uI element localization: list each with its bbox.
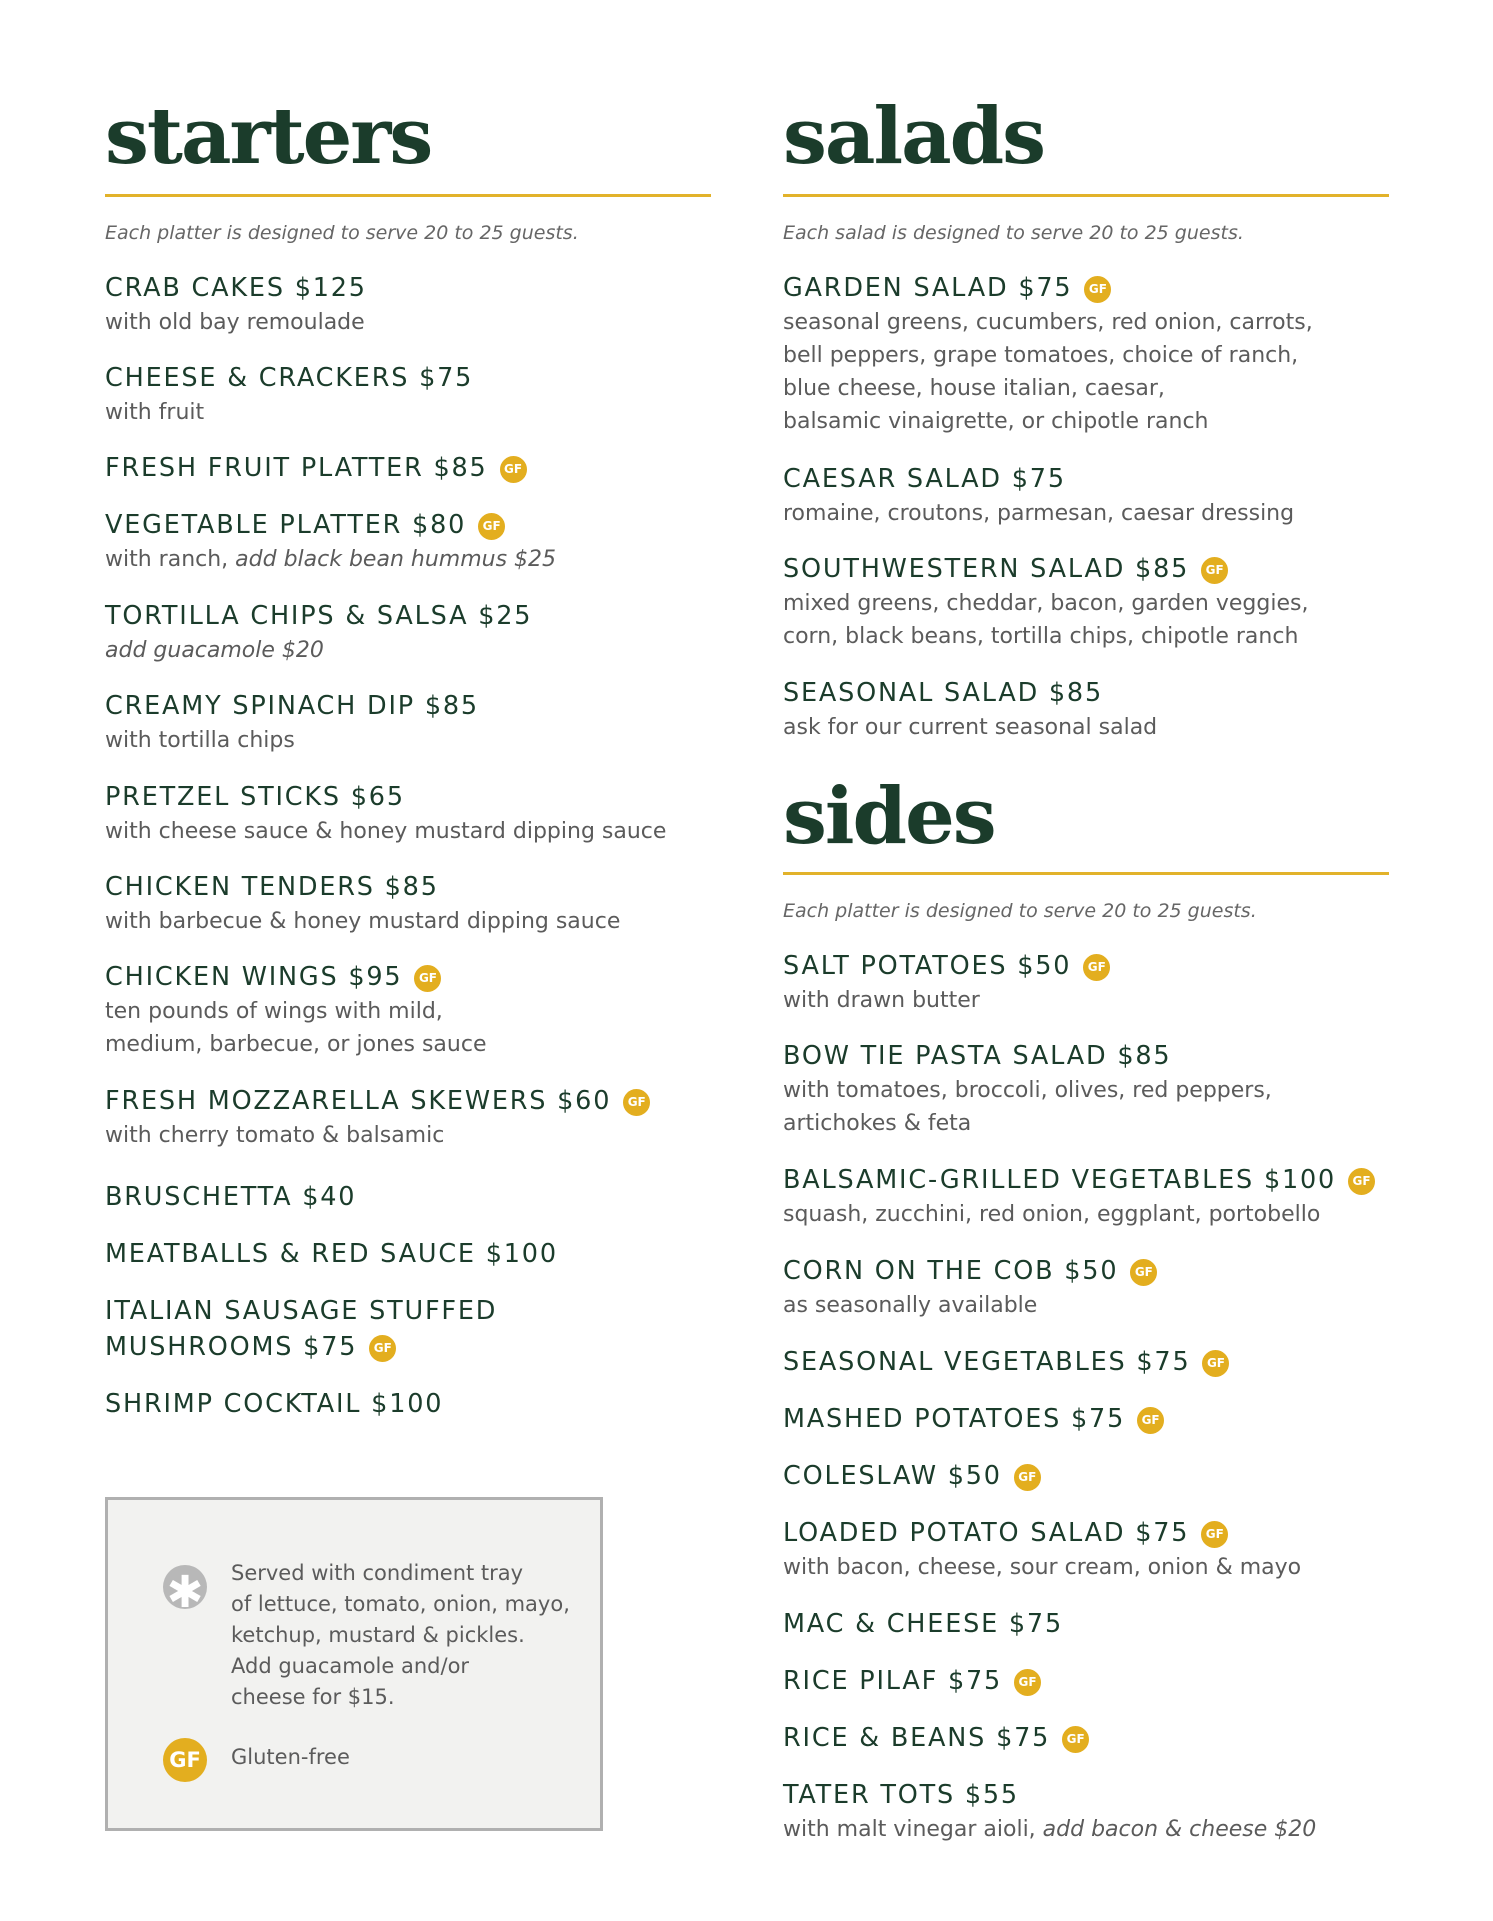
menu-item: [105, 598, 532, 667]
menu-item: [783, 1663, 1043, 1699]
item-name: MEATBALLS & RED SAUCE $100: [105, 1239, 558, 1269]
item-name: SOUTHWESTERN SALAD $85: [783, 554, 1190, 584]
item-desc: artichokes & feta: [783, 1111, 972, 1136]
item-desc: with cherry tomato & balsamic: [105, 1123, 445, 1148]
condiment-line: of lettuce, tomato, onion, mayo,: [231, 1592, 570, 1616]
sides-divider: [783, 872, 1389, 875]
salads-note: Each salad is designed to serve 20 to 25 guests.: [783, 222, 1244, 244]
menu-item: [105, 507, 556, 576]
menu-item: [105, 779, 666, 848]
item-name: MASHED POTATOES $75: [783, 1404, 1126, 1434]
gluten-free-icon: GF: [476, 511, 507, 542]
salads-title: salads: [783, 91, 1045, 182]
gluten-free-icon: GF: [1200, 1348, 1231, 1379]
gluten-free-icon: GF: [1012, 1667, 1043, 1698]
item-name: CAESAR SALAD $75: [783, 464, 1066, 494]
gluten-free-icon: GF: [621, 1087, 652, 1118]
item-desc: squash, zucchini, red onion, eggplant, portobello: [783, 1202, 1321, 1227]
menu-item: [783, 461, 1294, 530]
asterisk-icon: ✱: [163, 1565, 207, 1609]
condiment-line: Served with condiment tray: [231, 1561, 524, 1585]
item-name: VEGETABLE PLATTER $80: [105, 510, 467, 540]
item-desc: with tortilla chips: [105, 728, 295, 753]
item-name: FRESH FRUIT PLATTER $85: [105, 453, 488, 483]
legend-box: [105, 1497, 603, 1831]
item-name: CRAB CAKES $125: [105, 273, 367, 303]
menu-item: [105, 688, 479, 757]
gluten-free-icon: GF: [1060, 1724, 1091, 1755]
gluten-free-icon: GF: [367, 1333, 398, 1364]
item-name: GARDEN SALAD $75: [783, 273, 1073, 303]
item-desc: with ranch,: [105, 547, 236, 572]
menu-item: [783, 675, 1157, 744]
menu-item: [105, 1179, 356, 1215]
item-desc: seasonal greens, cucumbers, red onion, carrots,: [783, 310, 1313, 335]
menu-item: [783, 270, 1313, 438]
menu-item: [783, 1253, 1159, 1322]
menu-item: [783, 1606, 1063, 1642]
gluten-free-icon: GF: [163, 1738, 207, 1782]
item-addon: add black bean hummus $25: [235, 547, 557, 572]
item-desc: with old bay remoulade: [105, 310, 365, 335]
menu-item: [105, 1293, 497, 1365]
item-addon: add guacamole $20: [105, 638, 324, 663]
item-desc: balsamic vinaigrette, or chipotle ranch: [783, 409, 1209, 434]
item-name: MAC & CHEESE $75: [783, 1609, 1063, 1639]
menu-item: [783, 948, 1112, 1017]
gluten-free-icon: GF: [1199, 1519, 1230, 1550]
item-name: COLESLAW $50: [783, 1461, 1002, 1491]
item-name: CORN ON THE COB $50: [783, 1256, 1119, 1286]
item-name: CHICKEN WINGS $95: [105, 962, 403, 992]
menu-item: [105, 270, 367, 339]
item-desc: as seasonally available: [783, 1293, 1038, 1318]
item-name: BRUSCHETTA $40: [105, 1182, 357, 1212]
menu-item: [783, 1458, 1043, 1494]
item-name: TATER TOTS $55: [783, 1780, 1019, 1810]
item-desc: medium, barbecue, or jones sauce: [105, 1032, 487, 1057]
condiment-line: Add guacamole and/or: [231, 1654, 470, 1678]
item-name: ITALIAN SAUSAGE STUFFED: [105, 1296, 498, 1326]
item-name: FRESH MOZZARELLA SKEWERS $60: [105, 1086, 612, 1116]
item-desc: mixed greens, cheddar, bacon, garden veggies,: [783, 591, 1309, 616]
item-name: CHICKEN TENDERS $85: [105, 872, 439, 902]
item-desc: corn, black beans, tortilla chips, chipotle ranch: [783, 624, 1299, 649]
item-desc: with bacon, cheese, sour cream, onion & mayo: [783, 1555, 1302, 1580]
item-name: LOADED POTATO SALAD $75: [783, 1518, 1190, 1548]
condiment-line: ketchup, mustard & pickles.: [231, 1623, 525, 1647]
item-name: CREAMY SPINACH DIP $85: [105, 691, 479, 721]
sides-note: Each platter is designed to serve 20 to 25 guests.: [783, 900, 1257, 922]
menu-item: [783, 1401, 1166, 1437]
menu-item: [105, 1386, 443, 1422]
item-name: BOW TIE PASTA SALAD $85: [783, 1041, 1172, 1071]
item-name: SALT POTATOES $50: [783, 951, 1072, 981]
salads-divider: [783, 194, 1389, 197]
starters-title: starters: [105, 91, 432, 182]
item-desc: with fruit: [105, 400, 205, 425]
starters-note: Each platter is designed to serve 20 to 25 guests.: [105, 222, 579, 244]
menu-item: [105, 869, 620, 938]
menu-item: [783, 1720, 1091, 1756]
item-desc: ten pounds of wings with mild,: [105, 999, 443, 1024]
item-name: RICE & BEANS $75: [783, 1723, 1051, 1753]
menu-item: [783, 1344, 1231, 1380]
gluten-free-icon: GF: [1199, 555, 1230, 586]
item-desc: with cheese sauce & honey mustard dipping sauce: [105, 819, 667, 844]
menu-item: [105, 1083, 652, 1152]
gluten-free-icon: GF: [1128, 1257, 1159, 1288]
menu-item: [783, 1162, 1377, 1231]
item-name: MUSHROOMS $75: [105, 1332, 358, 1362]
menu-item: [105, 360, 473, 429]
gluten-free-icon: GF: [1012, 1462, 1043, 1493]
menu-item: [105, 1236, 558, 1272]
item-name: SEASONAL SALAD $85: [783, 678, 1103, 708]
item-desc: with malt vinegar aioli,: [783, 1817, 1043, 1842]
item-name: RICE PILAF $75: [783, 1666, 1003, 1696]
item-desc: bell peppers, grape tomatoes, choice of ranch,: [783, 343, 1299, 368]
gluten-free-label: Gluten-free: [231, 1745, 350, 1769]
sides-title: sides: [783, 771, 995, 862]
gluten-free-icon: GF: [1082, 274, 1113, 305]
item-name: PRETZEL STICKS $65: [105, 782, 405, 812]
item-desc: blue cheese, house italian, caesar,: [783, 376, 1165, 401]
item-desc: with tomatoes, broccoli, olives, red peppers,: [783, 1078, 1272, 1103]
gluten-free-icon: GF: [498, 454, 529, 485]
menu-item: [783, 1515, 1301, 1584]
gluten-free-icon: GF: [1081, 952, 1112, 983]
gluten-free-icon: GF: [1135, 1405, 1166, 1436]
starters-divider: [105, 194, 711, 197]
item-desc: romaine, croutons, parmesan, caesar dressing: [783, 501, 1295, 526]
item-desc: ask for our current seasonal salad: [783, 715, 1158, 740]
item-name: SHRIMP COCKTAIL $100: [105, 1389, 444, 1419]
item-desc: with drawn butter: [783, 988, 980, 1013]
condiment-note: [231, 1558, 571, 1713]
item-name: TORTILLA CHIPS & SALSA $25: [105, 601, 533, 631]
menu-item: [783, 551, 1308, 653]
menu-item: [105, 959, 486, 1061]
item-addon: add bacon & cheese $20: [1042, 1817, 1317, 1842]
condiment-line: cheese for $15.: [231, 1685, 395, 1709]
gluten-free-icon: GF: [412, 963, 443, 994]
menu-item: [105, 450, 529, 486]
item-desc: with barbecue & honey mustard dipping sauce: [105, 909, 621, 934]
item-name: SEASONAL VEGETABLES $75: [783, 1347, 1191, 1377]
item-name: CHEESE & CRACKERS $75: [105, 363, 474, 393]
menu-item: [783, 1777, 1316, 1846]
gluten-free-icon: GF: [1346, 1166, 1377, 1197]
item-name: BALSAMIC-GRILLED VEGETABLES $100: [783, 1165, 1337, 1195]
menu-item: [783, 1038, 1272, 1140]
